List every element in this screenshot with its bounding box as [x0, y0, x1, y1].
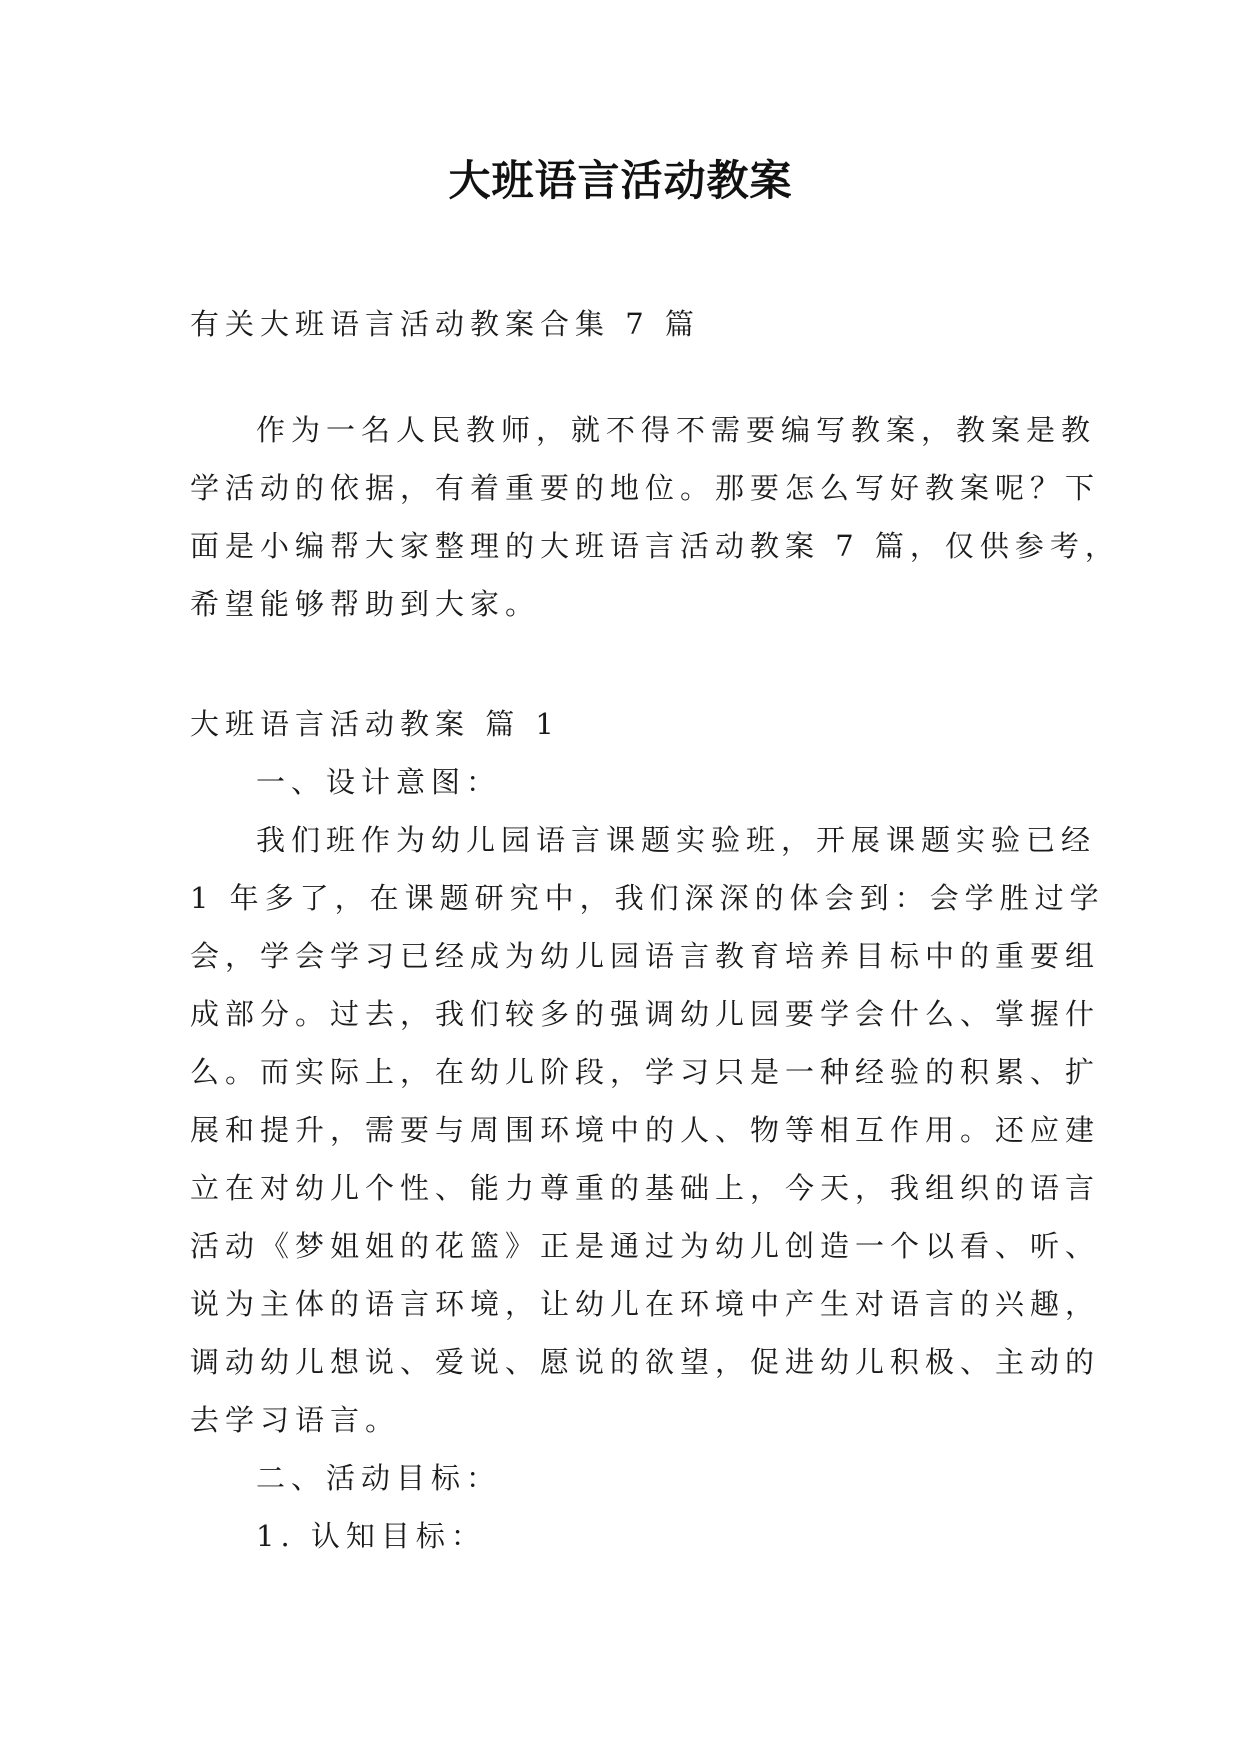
intro-line: 希望能够帮助到大家。 [190, 587, 541, 621]
design-line: 展和提升，需要与周围环境中的人、物等相互作用。还应建 [190, 1113, 1101, 1147]
design-line: 么。而实际上，在幼儿阶段，学习只是一种经验的积累、扩 [190, 1055, 1101, 1089]
design-heading: 一、设计意图： [256, 765, 502, 799]
intro-line: 面是小编帮大家整理的大班语言活动教案 7 篇，仅供参考， [190, 529, 1120, 563]
section-heading: 大班语言活动教案 篇 1 [190, 707, 560, 741]
goals-heading: 二、活动目标： [256, 1461, 502, 1495]
goal-item: 1. 认知目标： [256, 1519, 486, 1553]
design-line: 去学习语言。 [190, 1403, 401, 1437]
intro-line: 学活动的依据，有着重要的地位。那要怎么写好教案呢？下 [190, 471, 1101, 505]
design-line: 说为主体的语言环境，让幼儿在环境中产生对语言的兴趣， [190, 1287, 1101, 1321]
design-line: 立在对幼儿个性、能力尊重的基础上，今天，我组织的语言 [190, 1171, 1101, 1205]
subtitle: 有关大班语言活动教案合集 7 篇 [190, 307, 700, 341]
page-title: 大班语言活动教案 [448, 156, 793, 205]
design-line: 1 年多了，在课题研究中，我们深深的体会到：会学胜过学 [190, 881, 1105, 915]
design-line: 调动幼儿想说、爱说、愿说的欲望，促进幼儿积极、主动的 [190, 1345, 1101, 1379]
intro-line: 作为一名人民教师，就不得不需要编写教案，教案是教 [256, 413, 1097, 447]
design-line: 活动《梦姐姐的花篮》正是通过为幼儿创造一个以看、听、 [190, 1229, 1101, 1263]
design-line: 我们班作为幼儿园语言课题实验班，开展课题实验已经 [256, 823, 1097, 857]
design-line: 会，学会学习已经成为幼儿园语言教育培养目标中的重要组 [190, 939, 1101, 973]
design-line: 成部分。过去，我们较多的强调幼儿园要学会什么、掌握什 [190, 997, 1101, 1031]
